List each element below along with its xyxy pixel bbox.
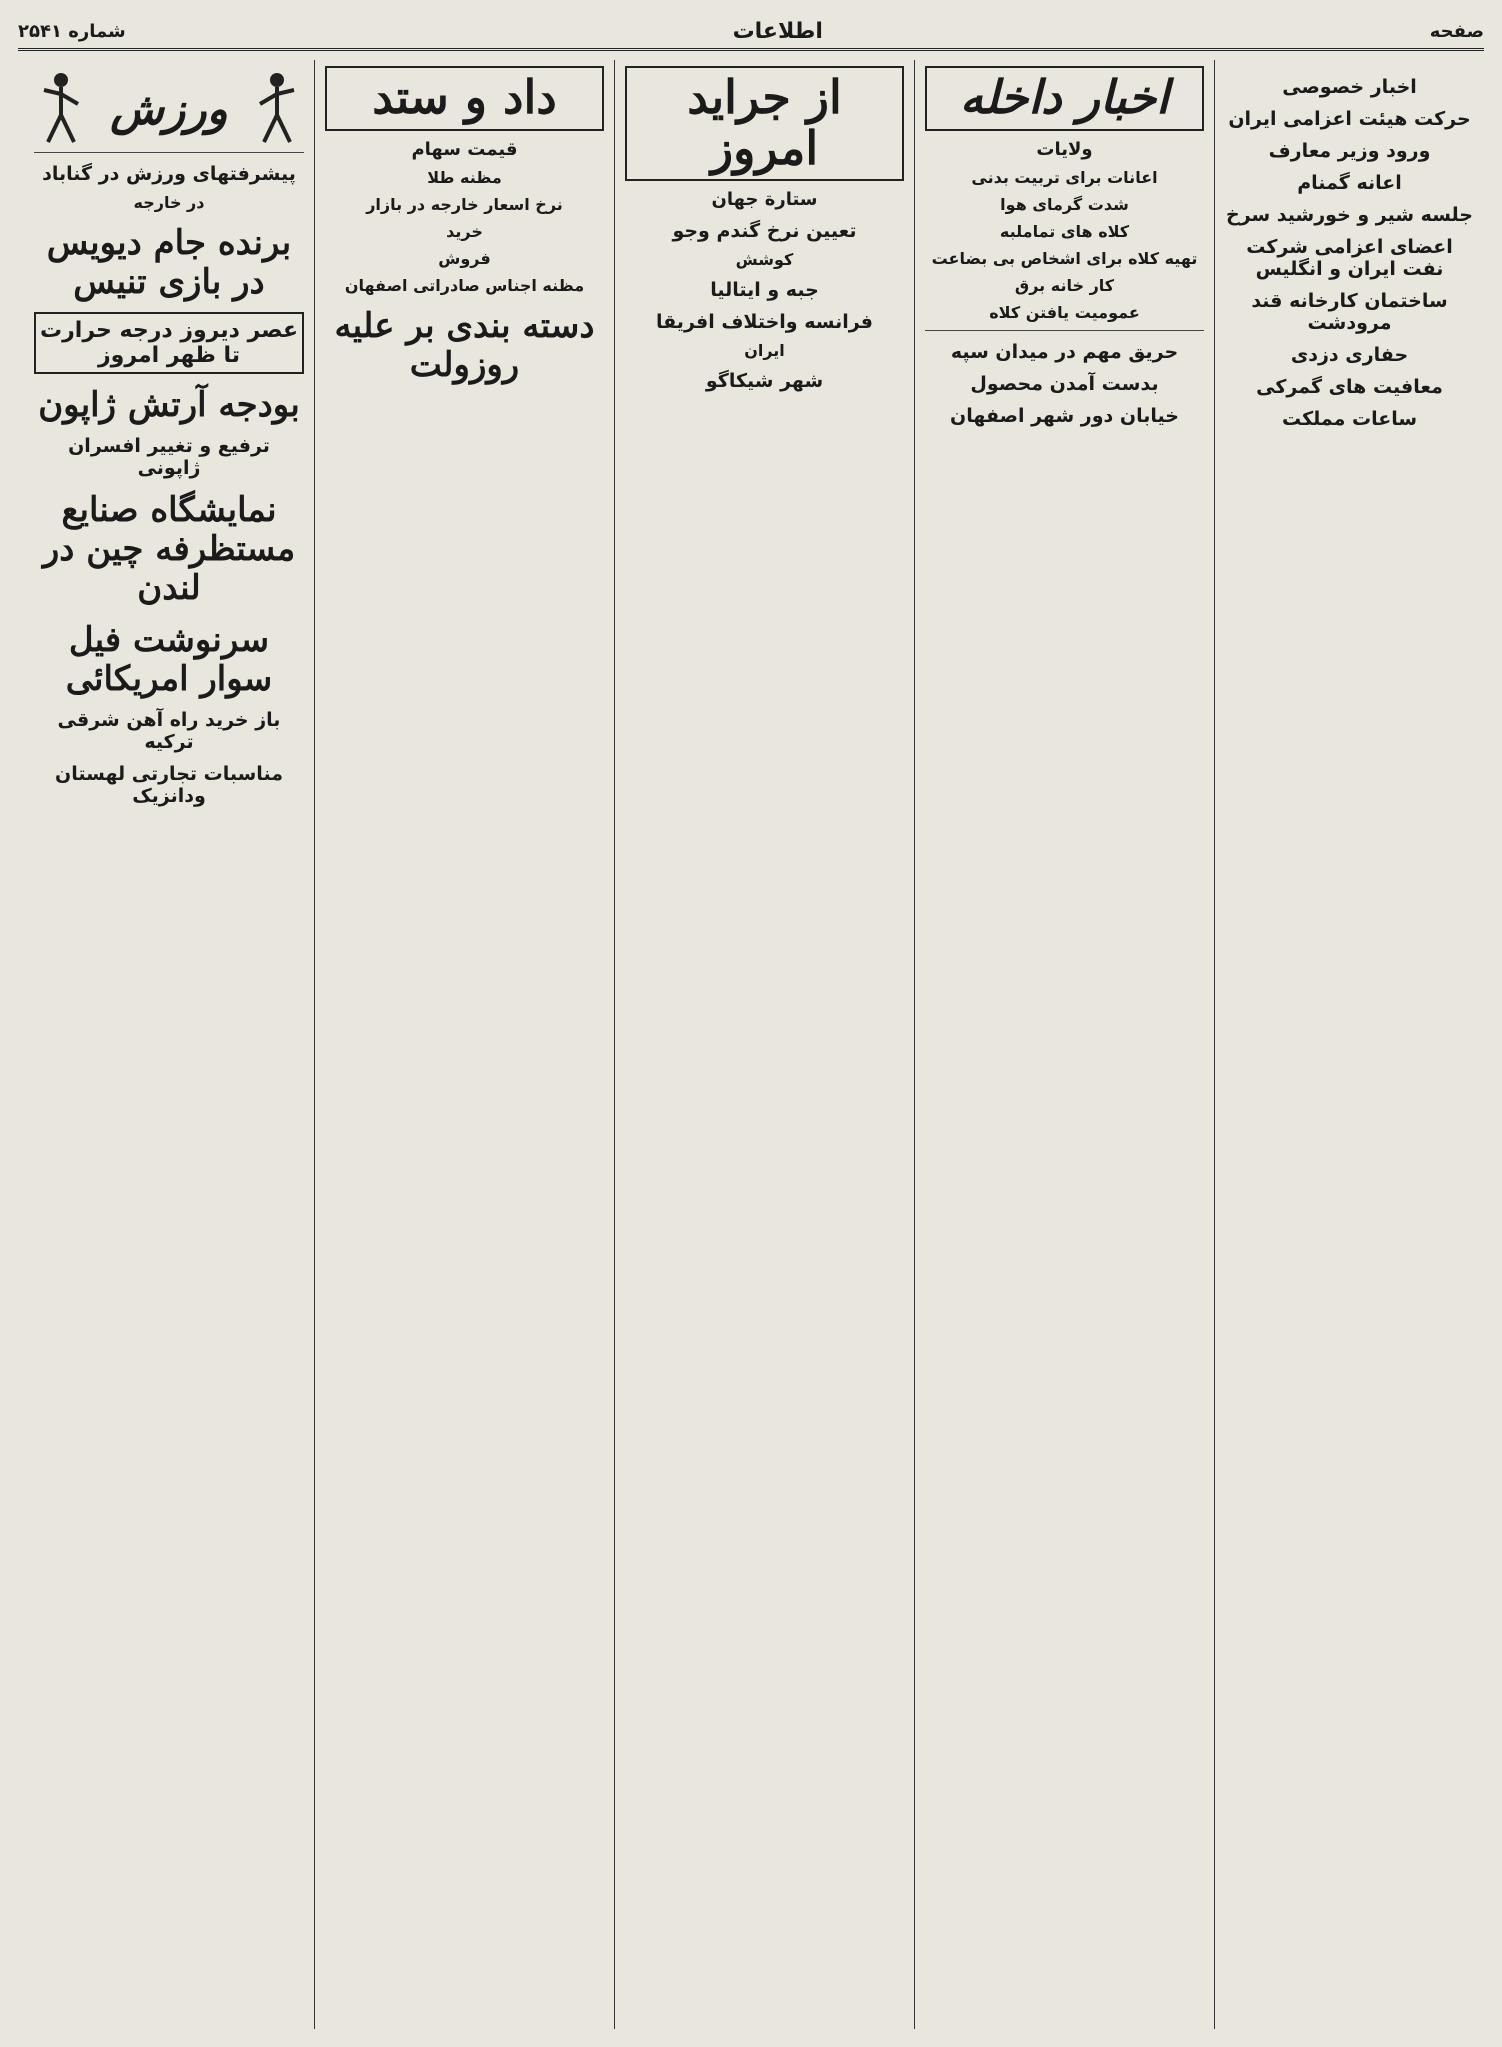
article-heading: خیابان دور شهر اصفهان [950,404,1179,427]
article-heading: نرخ اسعار خارجه در بازار [366,194,563,214]
article-heading: مظنه طلا [427,167,502,187]
temperature-table-heading: عصر دیروز درجه حرارت تا ظهر امروز [34,312,304,374]
press-banner: از جرايد امروز [625,66,904,181]
article-heading: حریق مهم در میدان سپه [950,340,1179,363]
article-heading: حفاری دزدی [1290,344,1409,366]
page-label: صفحه [1429,20,1484,42]
article-heading: عمومیت یافتن کلاه [989,302,1140,322]
article-heading: ساختمان کارخانه قند مرودشت [1251,290,1448,334]
athlete-figure-icon [34,70,88,148]
article-heading: بودجه آرتش ژاپون [38,385,300,426]
article-heading: کوشش [735,250,794,270]
article-heading: حرکت هیئت اعزامی ایران [1228,108,1471,130]
article-heading: اعانات برای تربیت بدنی [971,167,1158,187]
sport-title: ورزش [110,83,228,135]
article-heading: مظنه اجناس صادراتی اصفهان [344,275,585,295]
page-header [18,14,1484,51]
article-heading: بدست آمدن محصول [970,372,1159,395]
column-internal-1 [1214,60,1484,2029]
column-trade [314,60,614,2029]
article-heading: کلاه های تماملبه [999,221,1130,241]
section-heading: در خارجه [133,193,205,212]
article-heading: ساعات مملکت [1281,408,1418,430]
athlete-figure-icon [250,70,304,148]
issue-number: شماره ۲۵۴۱ [18,20,126,42]
article-heading: دسته بندی بر علیه روزولت [334,305,595,385]
article-heading: شهر شیکاگو [705,370,824,393]
columns [18,60,1484,2029]
section-heading: اخبار خصوصی [1282,76,1417,98]
column-internal-2 [914,60,1214,2029]
article-heading: تهیه کلاه برای اشخاص بی بضاعت [931,248,1198,268]
table-heading: فروش [438,248,491,268]
article-heading: ترفیع و تغییر افسران ژاپونی [68,435,270,480]
article-heading: پیشرفتهای ورزش در گناباد [42,163,296,185]
article-heading: تعیین نرخ گندم وجو [672,220,857,243]
article-heading: برنده جام دیویس در بازی تنیس [46,223,292,303]
article-heading: شدت گرمای هوا [1000,194,1129,214]
press-subhead: ستارة جهان [711,189,818,211]
article-heading: مناسبات تجارتی لهستان ودانزیک [55,762,283,807]
paper-name: اطلاعات [732,18,823,44]
article-heading: معافیت های گمرکی [1256,376,1443,398]
article-heading: ایران [744,341,785,361]
article-heading: ورود وزیر معارف [1268,140,1431,162]
trade-subhead: قیمت سهام [411,138,518,160]
article-heading: اعانه گمنام [1297,172,1402,194]
internal-news-banner: اخبار داخله [925,66,1204,131]
trade-banner: داد و ستد [325,66,604,131]
table-heading: خرید [446,221,483,241]
column-press [614,60,914,2029]
divider [925,330,1204,331]
article-heading: اعضای اعزامی شرکت نفت ایران و انگلیس [1246,236,1453,280]
sport-masthead [34,66,304,153]
article-heading: فرانسه واختلاف افریقا [656,311,873,334]
article-heading: جلسه شیر و خورشید سرخ [1226,204,1473,226]
provinces-subhead: ولایات [1036,138,1093,160]
article-heading: نمایشگاه صنایع مستظرفه چین در لندن [42,490,296,609]
column-sport [24,60,314,2029]
article-heading: سرنوشت فیل سوار امریکائی [65,619,273,699]
article-heading: کار خانه برق [1014,275,1115,295]
article-heading: جبه و ایتالیا [710,279,819,302]
article-heading: باز خرید راه آهن شرقی ترکیه [57,708,281,753]
